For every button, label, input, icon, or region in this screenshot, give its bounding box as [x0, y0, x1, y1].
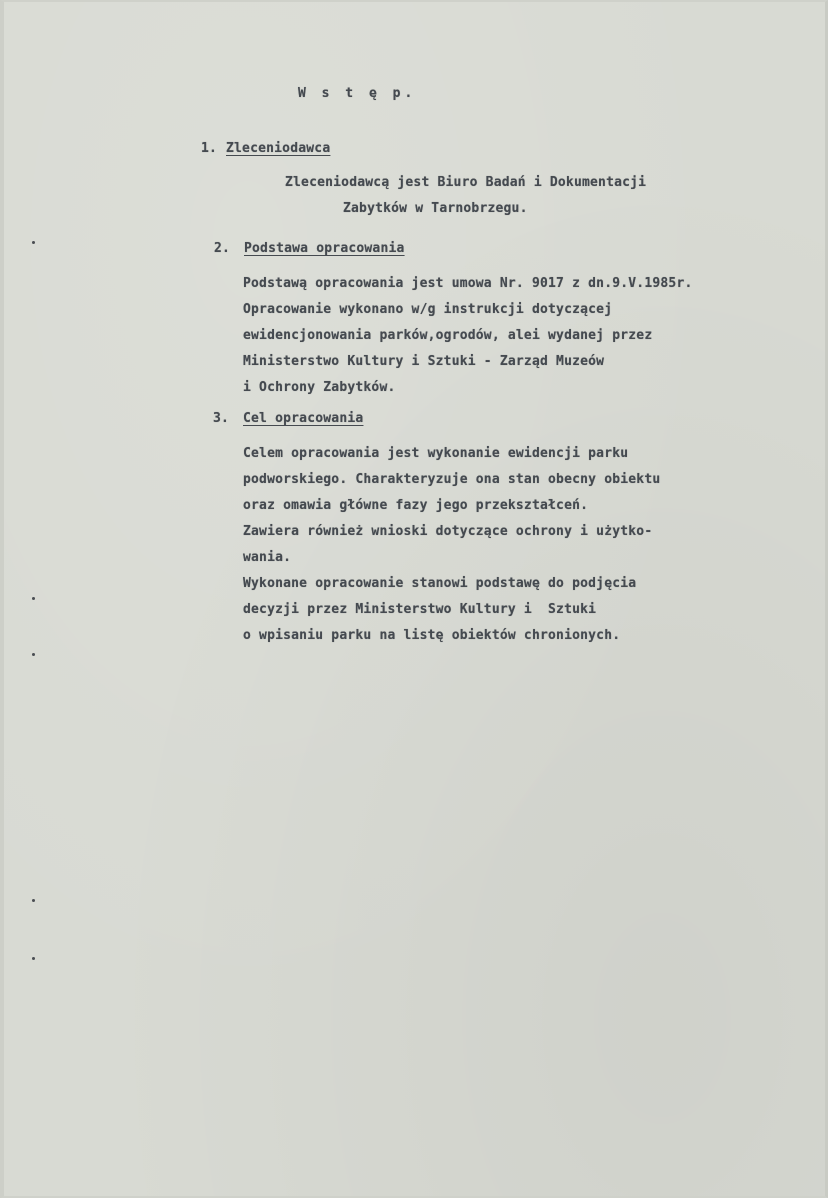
section-3-line-2: podworskiego. Charakteryzuje ona stan obecny obiektu — [243, 472, 661, 487]
section-1-line-2: Zabytków w Tarnobrzegu. — [343, 201, 528, 216]
section-3-line-8: o wpisaniu parku na listę obiektów chronionych. — [243, 628, 621, 643]
section-1-heading: Zleceniodawca — [226, 141, 331, 156]
margin-dot — [32, 653, 35, 656]
section-2-line-2: Opracowanie wykonano w/g instrukcji dotyczącej — [243, 302, 613, 317]
margin-dot — [32, 899, 35, 902]
margin-dot — [32, 241, 35, 244]
document-title: W s t ę p. — [298, 86, 417, 101]
section-2-heading: Podstawa opracowania — [244, 241, 405, 256]
section-2-line-5: i Ochrony Zabytków. — [243, 380, 396, 395]
section-3-line-7: decyzji przez Ministerstwo Kultury i Sztuki — [243, 602, 597, 617]
section-1-number: 1. — [201, 141, 218, 156]
section-2-line-1: Podstawą opracowania jest umowa Nr. 9017 z dn.9.V.1985r. — [243, 276, 693, 291]
section-2-number: 2. — [214, 241, 231, 256]
section-2-line-4: Ministerstwo Kultury i Sztuki - Zarząd Muzeów — [243, 354, 605, 369]
section-3-line-6: Wykonane opracowanie stanowi podstawę do podjęcia — [243, 576, 637, 591]
section-3-line-5: wania. — [243, 550, 292, 565]
section-3-line-1: Celem opracowania jest wykonanie ewidencji parku — [243, 446, 629, 461]
section-3-line-3: oraz omawia główne fazy jego przekształceń. — [243, 498, 589, 513]
margin-dot — [32, 597, 35, 600]
section-3-number: 3. — [213, 411, 230, 426]
section-3-heading: Cel opracowania — [243, 411, 364, 426]
section-2-line-3: ewidencjonowania parków,ogrodów, alei wydanej przez — [243, 328, 653, 343]
margin-dot — [32, 957, 35, 960]
section-1-line-1: Zleceniodawcą jest Biuro Badań i Dokumentacji — [285, 175, 647, 190]
section-3-line-4: Zawiera również wnioski dotyczące ochrony i użytko- — [243, 524, 653, 539]
